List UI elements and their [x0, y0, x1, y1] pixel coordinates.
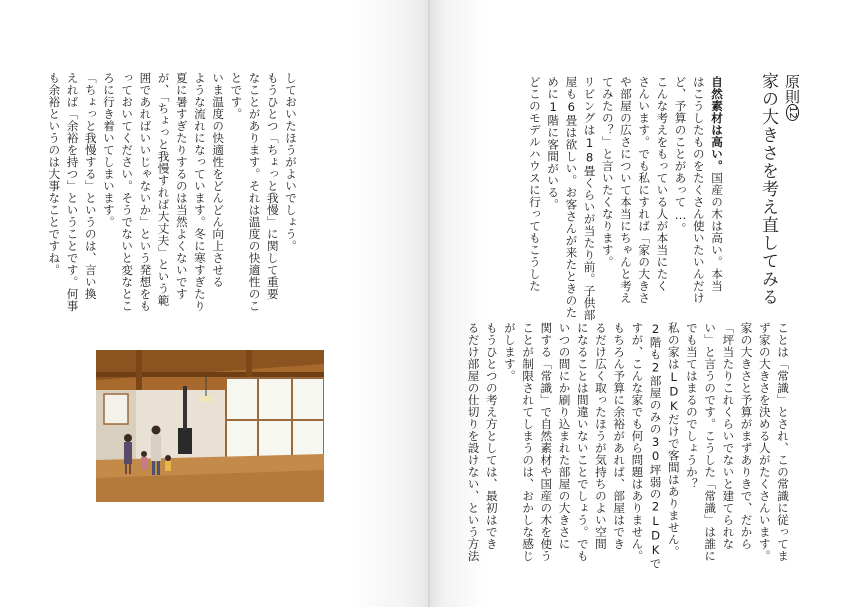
text-line: ろに行き着いてしまいます。: [101, 72, 116, 228]
text-line: えれば「余裕を持つ」ということです。何事: [65, 72, 80, 312]
book-gutter: [428, 0, 430, 607]
text-line: こんな考えをもっている人が本当にたく: [655, 76, 670, 292]
text-line: ど、予算のことがあって…。: [673, 76, 688, 235]
interior-photo-icon: [96, 350, 324, 502]
right-upper-text: [526, 76, 726, 321]
text-line: 「ちょっと我慢する」というのは、言い換: [83, 72, 98, 300]
text-line: っておいてください。そうでないと変なとこ: [120, 72, 135, 312]
text-line: 家の大きさと予算がまずありきで、だから: [739, 322, 754, 550]
text-line: どこのモデルハウスに行ってもこうした: [527, 76, 542, 292]
text-line: も余裕というのは大事なことですね。: [47, 72, 62, 276]
principle-number: 12: [787, 106, 798, 119]
interior-photo: [96, 350, 324, 502]
bold-lead: 自然素材は高い。: [710, 76, 724, 172]
text-line: でも当てはまるのでしょうか？: [684, 322, 699, 490]
text-line: とです。: [229, 72, 244, 120]
text-line: いま温度の快適性をどんどん向上させる: [211, 72, 226, 288]
text-line: ことは「常識」とされ、この常識に従ってま: [776, 322, 790, 562]
text-line: しておいたほうがよいでしょう。: [284, 72, 298, 252]
text-line: 関する「常識」で自然素材や国産の木を使う: [539, 322, 554, 562]
right-lower-text: [464, 322, 792, 570]
text-line: るだけ部屋の仕切りを設けない、という方法: [466, 322, 481, 562]
text-line: 「坪当たりこれくらいでないと建てられな: [721, 322, 736, 550]
text-line: 私の家はLDKだけで客間はありません。: [666, 322, 681, 558]
text-line: ことが制限されてしまうのは、おかしな感じ: [521, 322, 536, 562]
text-line: はこうしたものをたくさん使いたいんだけ: [691, 76, 706, 304]
principle-label-text: 原則: [783, 74, 801, 104]
text-line: 屋も6畳は欲しい。お客さんが来たときのた: [564, 76, 579, 319]
text-line: になることは間違いないことでしょう。でも: [575, 322, 590, 562]
text-line: ず家の大きさを決める人がたくさんいます。: [757, 322, 772, 562]
text-line: い」と言うのです。こうした「常識」は誰に: [703, 322, 718, 562]
text-line: 夏に暑すぎたりするのは当然よくないです: [174, 72, 189, 300]
left-text: [45, 72, 300, 312]
text-line: 囲であればいいじゃないか」という発想をも: [138, 72, 153, 312]
text-line: もうひとつの考え方としては、最初はでき: [484, 322, 499, 550]
text-line: [708, 76, 726, 296]
text-line-rest: 国産の木は高い。本当: [710, 172, 724, 292]
text-line: もうひとつ「ちょっと我慢」に関して重要: [265, 72, 280, 300]
text-line: や部屋の広さについて本当にちゃんと考え: [618, 76, 633, 304]
text-line: めに1階に客間がいる。: [546, 76, 561, 211]
text-line: いつの間にか刷り込まれた部屋の大きさに: [557, 322, 572, 550]
text-line: てみたの？」と言いたくなります。: [600, 76, 615, 268]
text-line: るだけ広く取ったほうが気持ちのよい空間: [593, 322, 608, 550]
text-line: もちろん予算に余裕があれば、部屋はでき: [612, 322, 627, 550]
text-line: なことがあります。それは温度の快適性のこ: [247, 72, 262, 312]
text-line: リビングは18畳くらいが当たり前。子供部: [582, 76, 597, 321]
text-line: すが、こんな家でも何ら問題はありません。: [630, 322, 645, 562]
text-line: が、「ちょっと我慢すれば大丈夫」という範: [156, 72, 171, 307]
text-line: がします。: [502, 322, 517, 382]
text-line: ような流れになっています。冬に寒すぎたり: [192, 72, 207, 312]
text-line: 2階も2部屋のみの30坪弱の2LDKで: [648, 322, 663, 570]
principle-label: [782, 74, 803, 121]
section-title: 家の大きさを考え直してみる: [758, 72, 778, 306]
text-line: さんいます。でも私にすれば「家の大きさ: [637, 76, 652, 304]
